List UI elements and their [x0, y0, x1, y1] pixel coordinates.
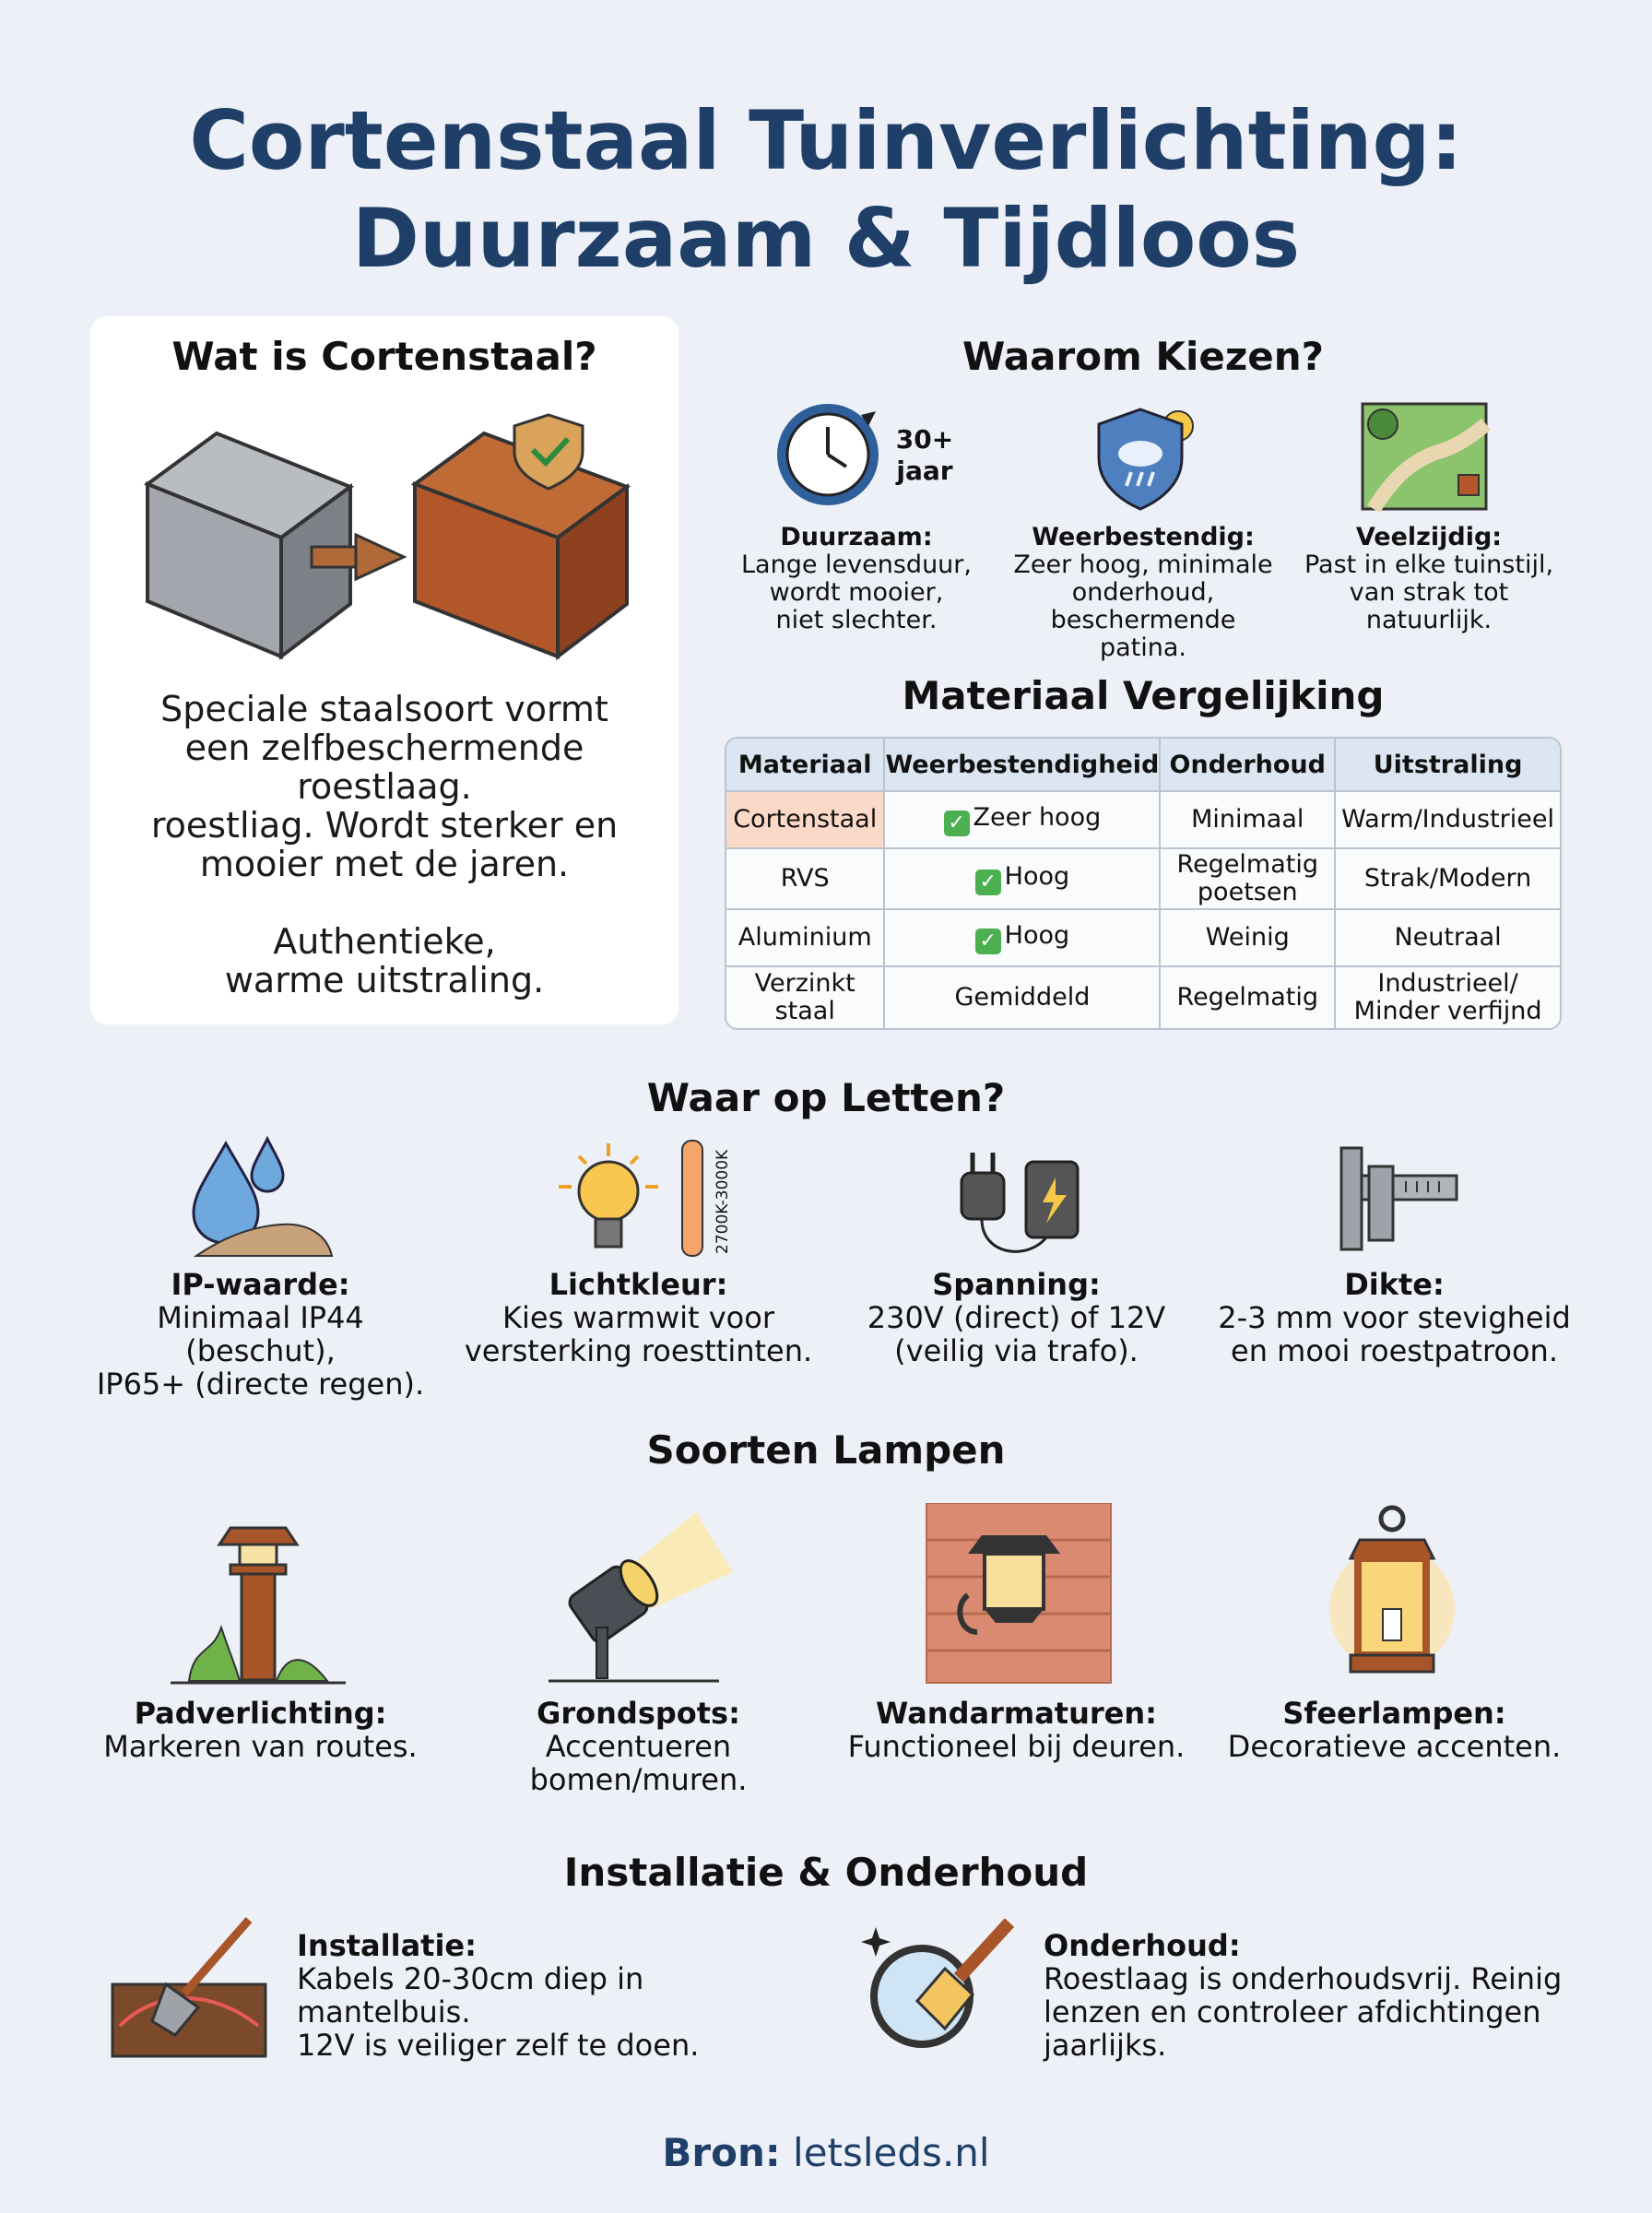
steel-cube-icon — [148, 433, 350, 657]
lamp-wandarmaturen: Wandarmaturen: Functioneel bij deuren. — [847, 1696, 1186, 1764]
tip-lichtkleur: Lichtkleur: Kies warmwit voor versterking roesttinten. — [464, 1267, 813, 1368]
waarom-heading: Waarom Kiezen? — [962, 334, 1325, 379]
feature-veelzijdig: Veelzijdig: Past in elke tuinstijl, van strak tot natuurlijk. — [1304, 523, 1554, 634]
garden-map-icon — [1355, 396, 1493, 516]
column-header: Uitstraling — [1336, 739, 1560, 792]
lifespan-badge: 30+ jaar — [895, 424, 954, 486]
check-icon: ✓ — [975, 929, 1001, 954]
table-cell: Neutraal — [1336, 910, 1560, 967]
page-title — [0, 92, 1652, 288]
lamp-sfeerlampen: Sfeerlampen: Decoratieve accenten. — [1227, 1696, 1562, 1764]
wat-line: roestlaag. — [297, 766, 472, 807]
table-row — [726, 849, 1560, 910]
check-icon: ✓ — [975, 870, 1001, 895]
shovel-icon — [111, 1911, 267, 2058]
table-cell: Minimaal — [1161, 792, 1336, 849]
table-cell: Gemiddeld — [885, 967, 1161, 1028]
table-row — [726, 792, 1560, 849]
ground-spot-icon — [539, 1508, 733, 1687]
comparison-table — [725, 737, 1562, 1030]
column-header: Onderhoud — [1161, 739, 1336, 792]
column-header: Weerbestendigheid — [885, 739, 1161, 792]
source-link[interactable]: letsleds.nl — [793, 2130, 990, 2175]
table-cell: Warm/Industrieel — [1336, 792, 1560, 849]
clock-icon — [773, 395, 892, 515]
caliper-icon — [1332, 1139, 1461, 1259]
table-cell: Regelmatig — [1161, 967, 1336, 1028]
wall-lamp-icon — [922, 1503, 1115, 1687]
path-light-icon — [166, 1517, 350, 1687]
installatie-text: Installatie: Kabels 20-30cm diep in mantelbuis. 12V is veiliger zelf te doen. — [297, 1928, 700, 2063]
table-cell: ✓ Zeer hoog — [885, 792, 1161, 849]
kelvin-label: 2700K-3000K — [714, 1149, 732, 1254]
table-cell: Weinig — [1161, 910, 1336, 967]
steel-to-corten-illustration — [138, 406, 636, 664]
wat-line: roestliag. Wordt sterker en — [150, 805, 619, 846]
tip-dikte: Dikte: 2-3 mm voor stevigheid en mooi roestpatroon. — [1218, 1267, 1571, 1368]
lamp-padverlichting: Padverlichting: Markeren van routes. — [103, 1696, 418, 1764]
source-credit: Bron: letsleds.nl — [662, 2130, 990, 2175]
letten-heading: Waar op Letten? — [646, 1075, 1006, 1120]
column-header: Materiaal — [726, 739, 885, 792]
table-cell: Strak/Modern — [1336, 849, 1560, 910]
table-cell: Cortenstaal — [726, 792, 885, 849]
wat-is-description — [109, 690, 660, 1000]
tip-ip-waarde: IP-waarde: Minimaal IP44 (beschut), IP65+ (directe regen). — [96, 1267, 425, 1402]
table-cell: Aluminium — [726, 910, 885, 967]
installatie-heading: Installatie & Onderhoud — [563, 1850, 1089, 1895]
wat-line: Speciale staalsoort vormt — [160, 689, 608, 729]
water-drops-icon — [189, 1134, 336, 1263]
title-line-1: Cortenstaal Tuinverlichting: — [189, 93, 1463, 188]
check-icon: ✓ — [944, 811, 970, 836]
table-cell: Verzinkt staal — [726, 967, 885, 1028]
table-cell: ✓ Hoog — [885, 910, 1161, 967]
table-row — [726, 910, 1560, 967]
table-cell: RVS — [726, 849, 885, 910]
plug-transformer-icon — [954, 1136, 1092, 1265]
vergelijking-heading: Materiaal Vergelijking — [902, 673, 1385, 718]
lamp-grondspots: Grondspots: Accentueren bomen/muren. — [529, 1696, 748, 1797]
onderhoud-text: Onderhoud: Roestlaag is onderhoudsvrij. Reinig lenzen en controleer afdichtingen jaarlijks. — [1044, 1928, 1563, 2063]
tip-spanning: Spanning: 230V (direct) of 12V (veilig via trafo). — [867, 1267, 1166, 1368]
table-cell: ✓ Hoog — [885, 849, 1161, 910]
wat-line: een zelfbeschermende — [184, 728, 584, 768]
light-bulb-icon — [553, 1136, 719, 1265]
table-cell: Regelmatig poetsen — [1161, 849, 1336, 910]
soorten-heading: Soorten Lampen — [646, 1427, 1006, 1473]
wat-line: warme uitstraling. — [224, 960, 545, 1000]
feature-weerbestendig: Weerbestendig: Zeer hoog, minimale onderhoud, beschermende patina. — [1013, 523, 1273, 662]
weather-shield-icon — [1090, 398, 1210, 518]
table-cell: Industrieel/ Minder verfijnd — [1353, 969, 1542, 1025]
table-row — [726, 967, 1560, 1028]
title-line-2: Duurzaam & Tijdloos — [351, 191, 1301, 286]
wat-line: Authentieke, — [273, 921, 496, 962]
brush-lens-icon — [857, 1913, 1023, 2061]
lantern-icon — [1314, 1498, 1470, 1687]
table-header-row — [726, 739, 1560, 792]
wat-line: mooier met de jaren. — [199, 844, 570, 884]
feature-duurzaam: Duurzaam: Lange levensduur, wordt mooier, niet slechter. — [741, 523, 972, 634]
wat-is-heading: Wat is Cortenstaal? — [171, 334, 597, 379]
